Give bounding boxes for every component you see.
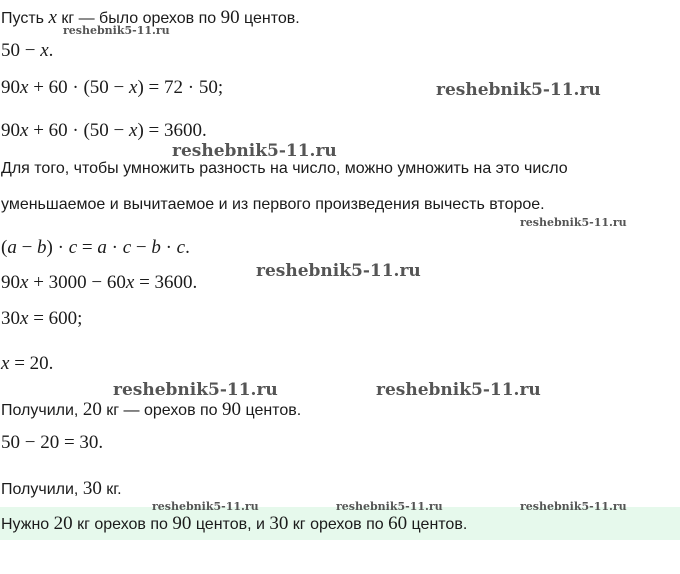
- math: + 60 · (50 −: [28, 77, 130, 98]
- line-equation-3: [1, 273, 197, 293]
- line-equation-4: [1, 309, 82, 329]
- math: 90: [1, 120, 20, 141]
- math-num: 20: [53, 513, 73, 534]
- math: 90: [1, 272, 20, 293]
- line-distributive-rule: [1, 238, 190, 258]
- watermark: reshebnik5-11.ru: [63, 24, 170, 37]
- math: = 3600.: [134, 272, 198, 293]
- watermark: reshebnik5-11.ru: [256, 261, 421, 281]
- text: Получили,: [1, 402, 83, 419]
- text: Нужно: [1, 516, 54, 533]
- math-num: 20: [82, 399, 102, 420]
- math: 30: [1, 308, 20, 329]
- watermark: reshebnik5-11.ru: [520, 500, 627, 513]
- math-var: x: [129, 77, 138, 98]
- math-num: 90: [172, 513, 192, 534]
- math: ·: [106, 237, 123, 258]
- text: кг орехов по: [288, 516, 389, 533]
- watermark: reshebnik5-11.ru: [436, 80, 601, 100]
- text: кг.: [101, 481, 122, 498]
- math: = 20.: [9, 353, 54, 374]
- line-equation-2: [1, 121, 207, 141]
- math-var: x: [40, 40, 49, 61]
- math-var: a: [7, 237, 17, 258]
- math-num: 90: [222, 399, 242, 420]
- text: центов.: [241, 402, 302, 419]
- math: −: [131, 237, 152, 258]
- math: = 600;: [28, 308, 83, 329]
- math: ) = 3600.: [137, 120, 207, 141]
- math: 50 −: [1, 40, 41, 61]
- math-num: 30: [269, 513, 289, 534]
- math: ) ·: [46, 237, 69, 258]
- math-var: x: [20, 77, 29, 98]
- math-num: 90: [220, 7, 240, 28]
- line-answer: [1, 514, 467, 535]
- math-var: x: [20, 308, 29, 329]
- watermark: reshebnik5-11.ru: [336, 500, 443, 513]
- math-var: x: [129, 120, 138, 141]
- math: =: [77, 237, 98, 258]
- math: + 60 · (50 −: [28, 120, 130, 141]
- line-solution-x: [1, 354, 53, 374]
- line-subtraction: 50 − 20 = 30.: [1, 432, 104, 453]
- text: центов.: [239, 10, 300, 27]
- text: центов, и: [191, 516, 270, 533]
- watermark: reshebnik5-11.ru: [520, 216, 627, 229]
- math: −: [16, 237, 38, 258]
- math: ·: [160, 237, 177, 258]
- math-var: b: [151, 237, 161, 258]
- watermark: reshebnik5-11.ru: [172, 141, 337, 161]
- math-var: x: [20, 272, 29, 293]
- watermark: reshebnik5-11.ru: [376, 380, 541, 400]
- math-num: 30: [82, 478, 102, 499]
- math-var: x: [125, 272, 135, 293]
- math-var: c: [176, 237, 186, 258]
- text: Получили,: [1, 481, 83, 498]
- math: + 3000 − 60: [28, 272, 126, 293]
- watermark: reshebnik5-11.ru: [113, 380, 278, 400]
- text: кг орехов по: [72, 516, 173, 533]
- text: кг — орехов по: [101, 402, 223, 419]
- watermark: reshebnik5-11.ru: [152, 500, 259, 513]
- math-var: a: [97, 237, 107, 258]
- line-result-2: [1, 479, 122, 500]
- text: Пусть: [1, 10, 49, 27]
- math: .: [48, 40, 54, 61]
- math-var: b: [37, 237, 47, 258]
- line-result-1: [1, 400, 301, 421]
- math: 90: [1, 77, 20, 98]
- math-var: c: [68, 237, 78, 258]
- text: центов.: [407, 516, 468, 533]
- math: ) = 72 · 50;: [137, 77, 224, 98]
- math-var: c: [122, 237, 132, 258]
- math-var: x: [48, 7, 57, 28]
- text: кг — было орехов по: [56, 10, 221, 27]
- math-var: x: [20, 120, 29, 141]
- line-rule-text-2: уменьшаемое и вычитаемое и из первого произведения вычесть второе.: [1, 196, 545, 213]
- math: (: [1, 237, 8, 258]
- line-equation-1: [1, 78, 223, 98]
- math-num: 60: [388, 513, 408, 534]
- math: .: [185, 237, 190, 258]
- math-var: x: [1, 353, 10, 374]
- line-expression-50-minus-x: [1, 41, 53, 61]
- line-rule-text-1: Для того, чтобы умножить разность на число, можно умножить на это число: [1, 160, 568, 177]
